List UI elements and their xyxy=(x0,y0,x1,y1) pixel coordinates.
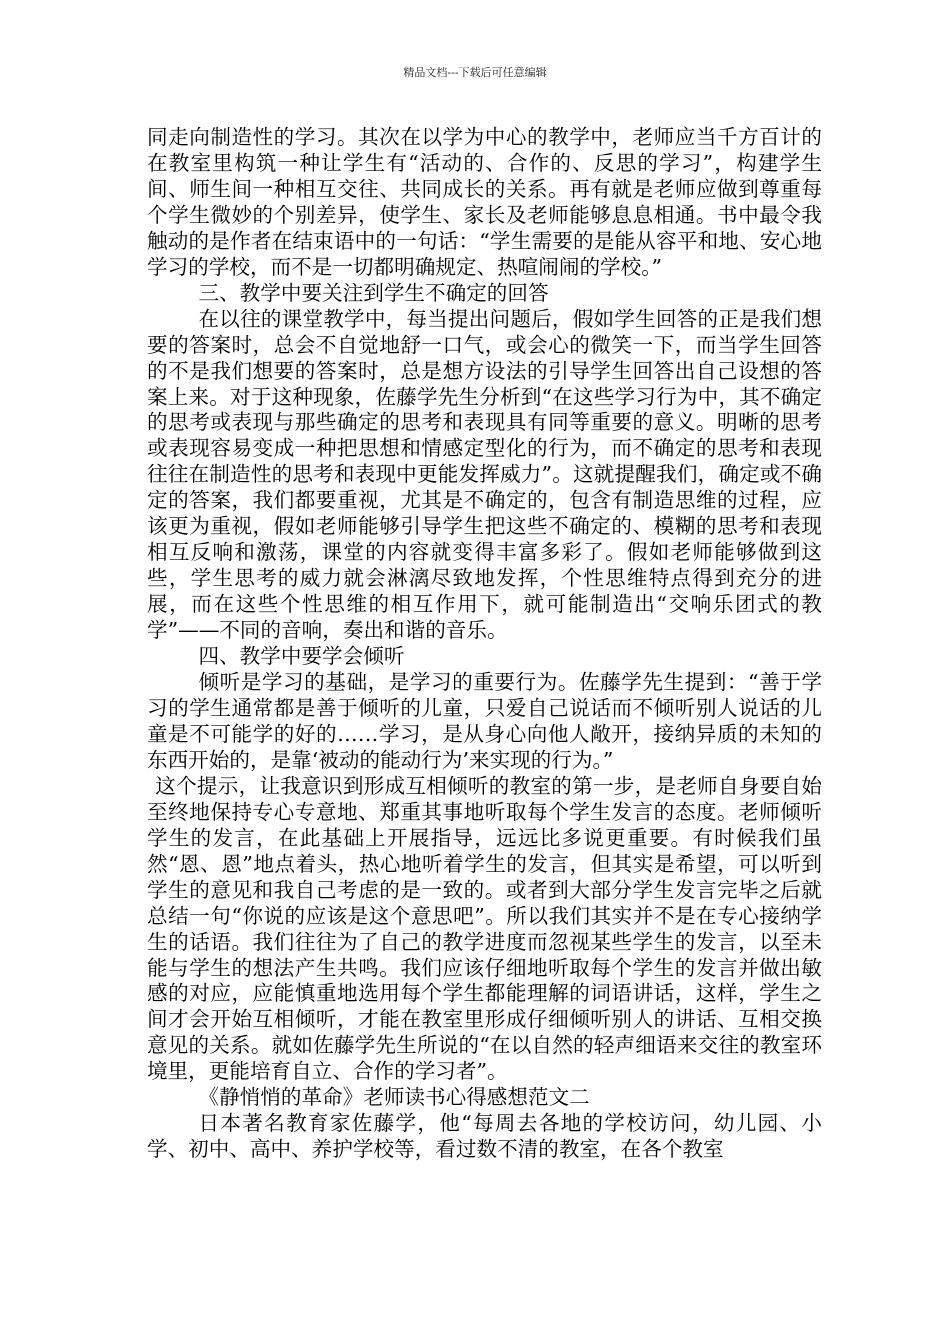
essay-two-title: 《静悄悄的革命》老师读书心得感想范文二 xyxy=(198,1085,590,1110)
paragraph-listening-basis: 倾听是学习的基础，是学习的重要行为。佐藤学先生提到：“善于学习的学生通常都是善于倾听的儿童，只爱自己说话而不倾听别人说话的儿童是不可能学的好的……学习，是从身心向他人敞开，接纳异质的未知的东西开始的，是靠‘被动的能动行为’来实现的行为。” xyxy=(147,670,822,772)
paragraph-uncertain-answers: 在以往的课堂教学中，每当提出问题后，假如学生回答的正是我们想要的答案时，总会不自觉地舒一口气，或会心的微笑一下，而当学生回答的不是我们想要的答案时，总是想方设法的引导学生回答出自己设想的答案上来。对于这种现象，佐藤学先生分析到“在这些学习行为中，其不确定的思考或表现与那些确定的思考和表现具有同等重要的意义。明晰的思考或表现容易变成一种把思想和情感定型化的行为，而不确定的思考和表现往往在制造性的思考和表现中更能发挥威力”。这就提醒我们，确定或不确定的答案，我们都要重视，尤其是不确定的，包含有制造思维的过程，应该更为重视，假如老师能够引导学生把这些不确定的、模糊的思考和表现相互反响和激荡，课堂的内容就变得丰富多彩了。假如老师能够做到这些，学生思考的威力就会淋漓尽致地发挥，个性思维特点得到充分的进展，而在这些个性思维的相互作用下，就可能制造出“交响乐团式的教学”——不同的音响，奏出和谐的音乐。 xyxy=(147,306,822,643)
paragraph-listening-reflection: 这个提示，让我意识到形成互相倾听的教室的第一步，是老师自身要自始至终地保持专心专意地、郑重其事地听取每个学生发言的态度。老师倾听学生的发言，在此基础上开展指导，远远比多说更重要。有时候我们虽然“恩、恩”地点着头，热心地听着学生的发言，但其实是希望，可以听到学生的意见和我自己考虑的是一致的。或者到大部分学生发言完毕之后就总结一句“你说的应该是这个意思吧”。所以我们其实并不是在专心接纳学生的话语。我们往往为了自己的教学进度而忽视某些学生的发言，以至未能与学生的想法产生共鸣。我们应该仔细地听取每个学生的发言并做出敏感的对应，应能慎重地选用每个学生都能理解的词语讲话，这样，学生之间才会开始互相倾听，才能在教室里形成仔细倾听别人的讲话、互相交换意见的关系。就如佐藤学先生所说的“在以自然的轻声细语来交往的教室环境里，更能培育自立、合作的学习者”。 xyxy=(147,773,822,1084)
paragraph-essay-two-intro: 日本著名教育家佐藤学，他“每周去各地的学校访问，幼儿园、小学、初中、高中、养护学校等，看过数不清的教室，在各个教室 xyxy=(147,1111,822,1162)
section-heading-four: 四、教学中要学会倾听 xyxy=(198,644,405,669)
page-header: 精品文档---下载后可任意编辑 xyxy=(403,66,547,79)
document-body xyxy=(147,125,822,1163)
section-heading-three: 三、教学中要关注到学生不确定的回答 xyxy=(198,280,549,305)
paragraph-continued-intro: 同走向制造性的学习。其次在以学为中心的教学中，老师应当千方百计的在教室里构筑一种让学生有“活动的、合作的、反思的学习”，构建学生间、师生间一种相互交往、共同成长的关系。再有就是老师应做到尊重每个学生微妙的个别差异，使学生、家长及老师能够息息相通。书中最令我触动的是作者在结束语中的一句话：“学生需要的是能从容平和地、安心地学习的学校，而不是一切都明确规定、热喧闹闹的学校。” xyxy=(147,125,822,279)
